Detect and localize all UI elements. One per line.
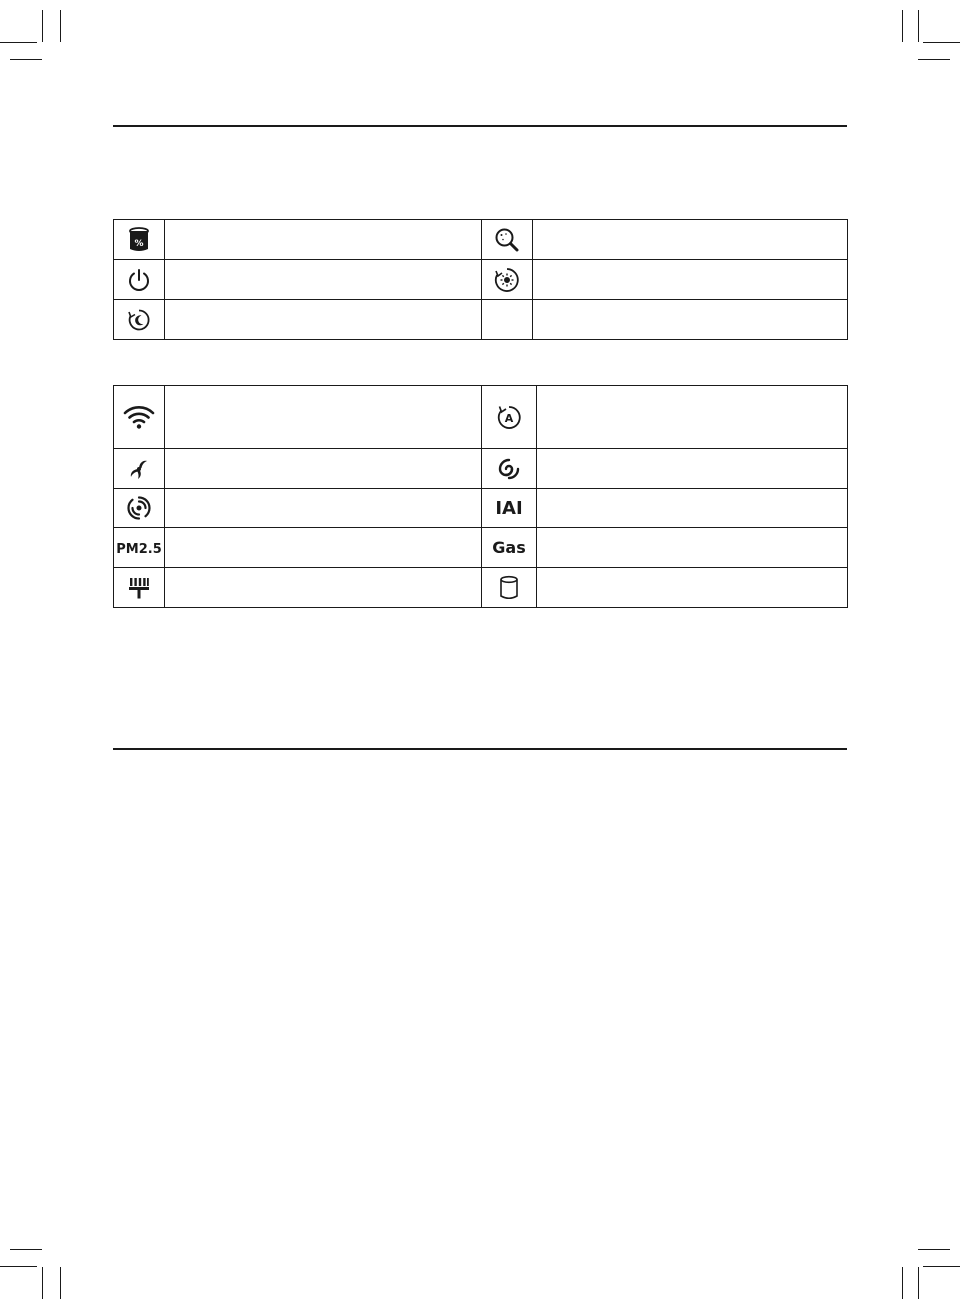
filter-icon: [482, 568, 537, 608]
iai-icon: [482, 489, 537, 528]
table-cell: [165, 386, 482, 449]
table-cell: [165, 528, 482, 568]
fan-speed-medium-icon: [482, 449, 537, 489]
power-icon: [114, 260, 165, 300]
crop-mark: [902, 10, 903, 42]
crop-mark: [0, 1266, 37, 1267]
table-row: [114, 260, 848, 300]
icon-table-2: [113, 385, 848, 608]
table-row: [114, 528, 848, 568]
table-row: [114, 386, 848, 449]
crop-mark: [923, 42, 960, 43]
pm25-icon: [114, 528, 165, 568]
icon-table-1: [113, 219, 848, 340]
table-row: [114, 220, 848, 260]
crop-mark: [60, 1267, 61, 1299]
wifi-icon: [114, 386, 165, 449]
table-cell: [165, 260, 482, 300]
gas-icon: [482, 528, 537, 568]
table-cell: [165, 220, 482, 260]
fan-speed-high-icon: [114, 489, 165, 528]
crop-mark: [10, 59, 42, 60]
crop-mark: [923, 1266, 960, 1267]
table-cell: [537, 449, 848, 489]
auto-mode-icon: [482, 386, 537, 449]
crop-mark: [918, 59, 950, 60]
crop-mark: [42, 10, 43, 42]
crop-mark: [902, 1267, 903, 1299]
crop-mark: [918, 1249, 950, 1250]
table-cell: [533, 260, 848, 300]
light-brightness-icon: [482, 260, 533, 300]
crop-mark: [918, 10, 919, 42]
iai-label: IAI: [495, 497, 523, 519]
crop-mark: [0, 42, 37, 43]
table-cell: [533, 300, 848, 340]
crop-mark: [42, 1267, 43, 1299]
crop-mark: [10, 1249, 42, 1250]
table-cell: [533, 220, 848, 260]
top-rule: [113, 125, 847, 127]
pm25-label: PM2.5: [116, 542, 162, 557]
table-cell: [165, 568, 482, 608]
empty-icon-cell: [482, 300, 533, 340]
table-cell: [165, 489, 482, 528]
table-cell: [537, 489, 848, 528]
sleep-mode-icon: [114, 300, 165, 340]
table-cell: [537, 528, 848, 568]
fan-speed-low-icon: [114, 449, 165, 489]
table-cell: [537, 568, 848, 608]
table-row: [114, 300, 848, 340]
table-cell: [165, 300, 482, 340]
bottom-rule: [113, 748, 847, 750]
magnifier-icon: [482, 220, 533, 260]
gas-label: Gas: [492, 538, 526, 557]
filter-percent-icon: [114, 220, 165, 260]
crop-mark: [60, 10, 61, 42]
brush-icon: [114, 568, 165, 608]
table-cell: [165, 449, 482, 489]
table-row: [114, 568, 848, 608]
svg-text:%: %: [134, 238, 144, 249]
table-cell: [537, 386, 848, 449]
svg-text:A: A: [504, 412, 514, 425]
table-row: [114, 449, 848, 489]
table-row: [114, 489, 848, 528]
crop-mark: [918, 1267, 919, 1299]
